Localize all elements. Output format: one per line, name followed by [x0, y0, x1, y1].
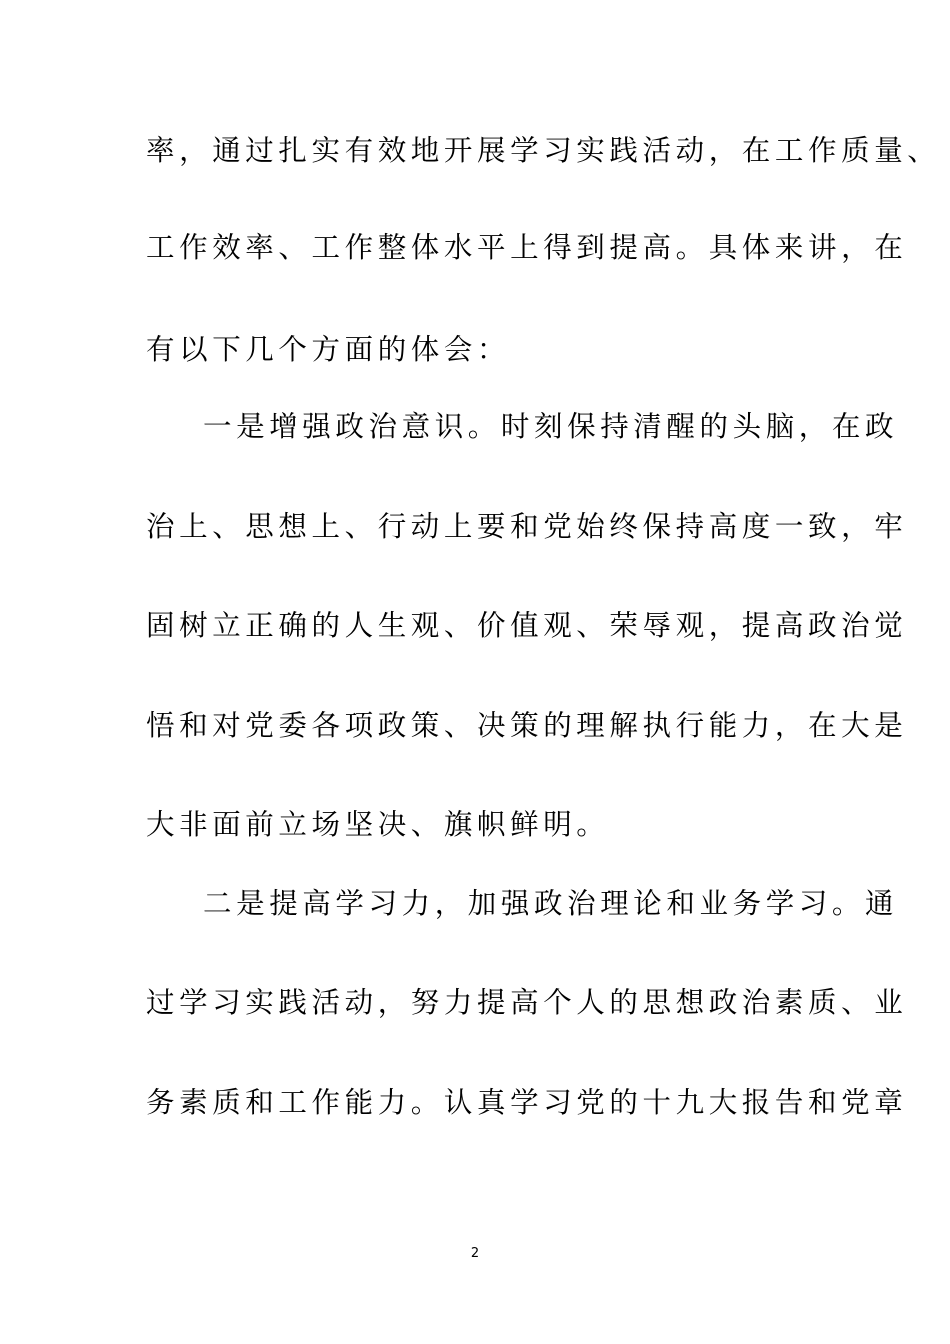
text-line-2: 工作效率、工作整体水平上得到提高。具体来讲，在 — [146, 231, 908, 264]
text-line-1: 率，通过扎实有效地开展学习实践活动，在工作质量、 — [146, 134, 941, 167]
text-line-8: 大非面前立场坚决、旗帜鲜明。 — [146, 808, 610, 841]
text-line-7: 悟和对党委各项政策、决策的理解执行能力，在大是 — [146, 709, 908, 742]
text-line-3: 有以下几个方面的体会： — [146, 333, 511, 366]
text-line-10: 过学习实践活动，努力提高个人的思想政治素质、业 — [146, 986, 908, 1019]
paragraph-start-line-1: 一是增强政治意识。时刻保持清醒的头脑，在政 — [203, 410, 899, 443]
paragraph-start-line-2: 二是提高学习力，加强政治理论和业务学习。通 — [203, 887, 899, 920]
page-number: 2 — [470, 1246, 480, 1261]
text-line-6: 固树立正确的人生观、价值观、荣辱观，提高政治觉 — [146, 609, 908, 642]
text-line-5: 治上、思想上、行动上要和党始终保持高度一致，牢 — [146, 510, 908, 543]
text-line-11: 务素质和工作能力。认真学习党的十九大报告和党章 — [146, 1086, 908, 1119]
